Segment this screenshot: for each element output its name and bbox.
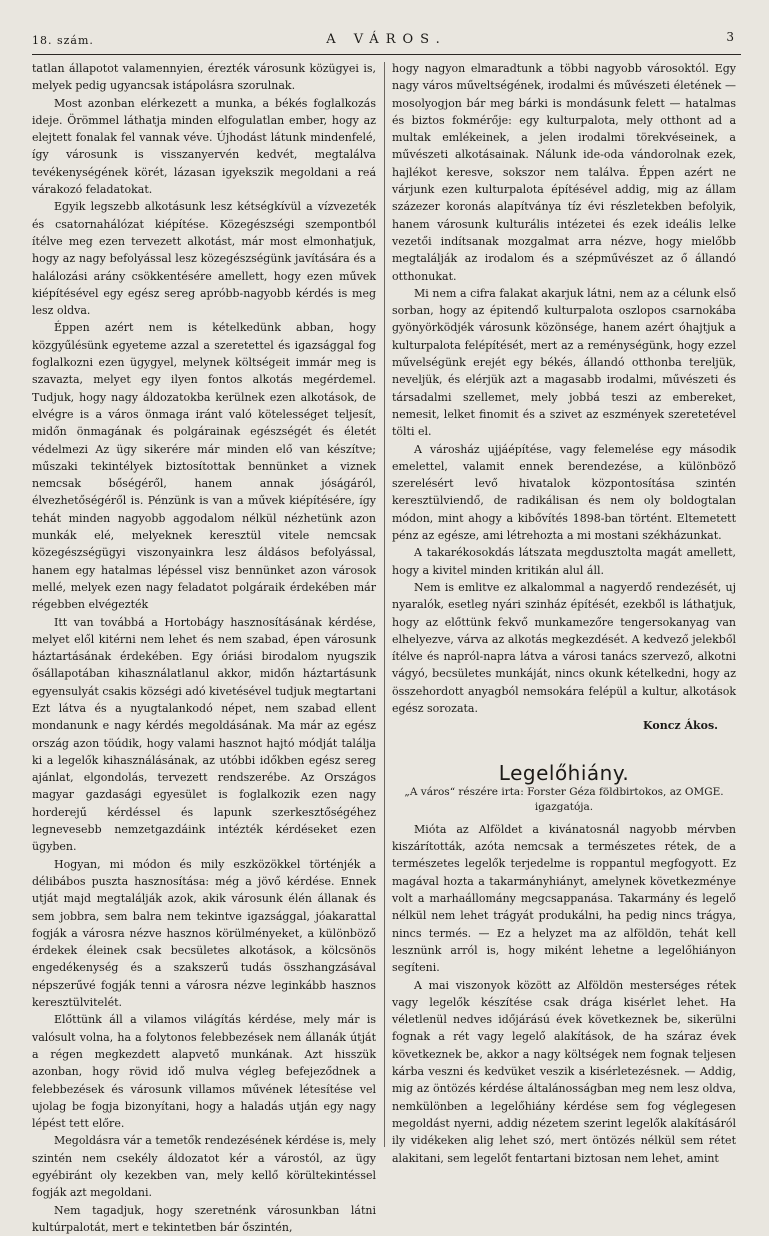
article-title: Legelőhiány. bbox=[498, 760, 630, 785]
paragraph: hogy nagyon elmaradtunk a többi nagyobb városoktól. Egy nagy város műveltségének, irodalmi és művészeti életének — mosolyogjon bár meg bárki is mondásunk felett — hatalmas és biztos fokmérője: egy kulturpalota, mely otthont ad a multak emlékeinek, a jelen irodalmi törekvéseinek, a művészeti alkotásainak. Nálunk ide-oda vándorolnak ezek, hajlékot keresve, sokszor nem találva. Éppen azért ne várjunk ezen kulturpalota építésével addig, mig az állam százezer koronás alapítványa tíz évi részletekben befolyik, hanem városunk kulturális intézetei és ezek ideális lelke vezetői indítsanak mozgalmat arra nézve, hogy mielőbb megtalálják az irodalom és a szépművészet az ő állandó otthonukat. bbox=[392, 62, 736, 283]
paragraph: A városház ujjáépítése, vagy felemelése egy második emelettel, valamit ennek berendezése, a különböző szerelésért levő hivatalok központosítása szintén keresztülviendő, de radikálisan és nem oly boldogtalan módon, mint ahogy a kibővítés 1898-ban történt. Eltemetett pénz az egésze, ami létrehozta a mi mostani székházunkat. bbox=[392, 442, 736, 543]
paragraph: A mai viszonyok között az Alföldön mesterséges rétek vagy legelők készítése csak drága kisérlet lehet. Ha véletlenül nedves időjárású évek következnek be, sikerülni fognak a rét vagy legelő alakítások, de ha száraz évek következnek be, akkor a nagy költségek nem fognak teljesen kárba veszni és kedvüket veszik a kisérletezésnek. — Addig, mig az öntözés kérdése általánosságban meg nem lesz oldva, nemkülönben a legelőhiány kérdése sem fog véglegesen megoldást nyerni, addig nézetem szerint legelők alakításáról ily vidékeken alig lehet szó, mert öntözés nélkül sem rétet alakitani, sem legelőt fentartani biztosan nem lehet, amint bbox=[392, 978, 736, 1165]
page-header bbox=[32, 28, 741, 55]
page-number: 3 bbox=[726, 30, 735, 44]
paragraph: Hogyan, mi módon és mily eszközökkel történjék a délibábos puszta hasznosítása: még a jövő kérdése. Ennek utját majd megtalálják azok, akik városunk élén állanak és sem jobbra, sem balra nem tekintve igazsággal, jóakarattal fogják a városra nézve hasznos körülményeket, a különböző érdekek éleinek csak becsületes alkotások, a kölcsönös engedékenység és a szakszerű tudás összhangzásával népszerűvé fogják tenni a városra nézve leginkább hasznos keresztülvitelét. bbox=[32, 857, 376, 1010]
paragraph: Mi nem a cifra falakat akarjuk látni, nem az a célunk első sorban, hogy az épitendő kulturpalota oszlopos csarnokába gyönyörködjék városunk közönsége, hanem azért óhajtjuk a kulturpalota felépítését, mert az a reménységünk, hogy ezzel művelségünk erejét egy békés, állandó otthonba tereljük, neveljük, és elérjük azt a magasabb irodalmi, művészeti és társadalmi szellemet, mely jobbá teszi az embereket, nemesit, lelket finomit és a szivet az eszmények szeretetével tölti el. bbox=[392, 286, 736, 439]
paragraph: Most azonban elérkezett a munka, a békés foglalkozás ideje. Örömmel láthatja minden elfogulatlan ember, hogy az elejtett fonalak fel vannak véve. Újhodást látunk mindenfelé, így városunk is visszanyervén kedvét, megtalálva tevékenységének körét, lázasan igyekszik megoldani a reá várakozó feladatokat. bbox=[32, 96, 376, 197]
column-divider bbox=[384, 62, 385, 1147]
paragraph: Nem is emlitve ez alkalommal a nagyerdő rendezését, uj nyaralók, esetleg nyári szinház építését, ezekből is láthatjuk, hogy az előttünk fekvő munkamezőre tengersokanyag van elhelyezve, várva az alkotás megkezdését. A kedvező jelekből ítélve és napról-napra látva a városi tanács szervező, alkotni vágyó, becsületes munkáját, nincs okunk kételkedni, hogy az összehordott anyagból nemsokára felépül a kultur, alkotások egész sorozata. bbox=[392, 580, 736, 715]
paragraph: Mióta az Alföldet a kivánatosnál nagyobb mérvben kiszárították, azóta nemcsak a természetes rétek, de a természetes legelők terjedelme is roppantul megfogyott. Ez magával hozta a takarmányhiányt, amelynek következménye volt a marhaállomány megcsappanása. Takarmány és legelő nélkül nem lehet trágyát produkálni, ha pedig nincs trágya, nincs termés. — Ez a helyzet ma az alföldön, tehát kell lesznünk arról is, hogy miként lehetne a legelőhiányon segíteni. bbox=[392, 822, 736, 975]
paragraph: tatlan állapotot valamennyien, érezték városunk közügyei is, melyek pedig ugyancsak istápolásra szorulnak. bbox=[32, 62, 376, 93]
paragraph: A takarékosokdás látszata megdusztolta magát amellett, hogy a kivitel minden kritikán alul áll. bbox=[392, 546, 736, 577]
paragraph: Egyik legszebb alkotásunk lesz kétségkívül a vízvezeték és csatornahálózat kiépítése. Közegészségi szempontból ítélve meg ezen tervezett alkotást, már most elmonhatjuk, hogy az nagy befolyással lesz közegészségünk javítására és a halálozási arány csökkentésére amellett, hogy ezen művek kiépítésével egy egész sereg apróbb-nagyobb kérdés is meg lesz oldva. bbox=[32, 200, 376, 318]
article-byline bbox=[392, 785, 736, 815]
paragraph: Előttünk áll a vilamos világítás kérdése, mely már is valósult volna, ha a folytonos felebbezések nem állanák útját a régen megkezdett alapvető munkának. Azt hisszük azonban, hogy rövid idő mulva végleg befejeződnek a felebbezések és városunk villamos művének létesítése vel ujolag be fogja bizonyítani, hogy a haladás utján egy nagy lépést tett előre. bbox=[32, 1013, 376, 1131]
author-signature: Koncz Ákos. bbox=[643, 719, 718, 733]
paragraph: Éppen azért nem is kételkedünk abban, hogy közgyűlésünk egyeteme azzal a szeretettel és igazsággal fog foglalkozni ezen ügygyel, melynek költségeit immár meg is szavazta, melyet egy ilyen fontos alkotás megérdemel. Tudjuk, hogy nagy áldozatokba kerülnek ezen alkotások, de elvégre is a város önmaga iránt való kötelességet teljesít, midőn önmagának és polgárainak egészségét és életét védelmezi Az ügy sikerére már minden elő van készítve; műszaki tekintélyek biztosítottak bennünket a viznek nemcsak bőségéről, hanem annak jóságáról, élvezhetőségéről is. Pénzünk is van a művek kiépítésére, így tehát minden nagyobb aggodalom nélkül nézhetünk azon munkák elé, melyeknek keresztül vitele nemcsak közegészségügyi viszonyainkra lesz áldásos befolyással, hanem egy hatalmas lépéssel visz bennünket azon városok mellé, melyek ezen nagy feladatot polgáraik érdekében már régebben elvégezték bbox=[32, 321, 376, 612]
paragraph: Nem tagadjuk, hogy szeretnénk városunkban látni kultúrpalotát, mert e tekintetben bár őszintén, bbox=[32, 1203, 376, 1234]
byline-line: „A város“ részére irta: Forster Géza földbirtokos, az OMGE. bbox=[404, 785, 724, 798]
right-column bbox=[392, 60, 736, 1167]
issue-number: 18. szám. bbox=[32, 34, 94, 47]
journal-title: A VÁROS. bbox=[326, 32, 447, 47]
paragraph: Itt van továbbá a Hortobágy hasznosításának kérdése, melyet elől kitérni nem lehet és nem szabad, épen városunk háztartásának érdekében. Egy óriási birodalom nyugszik ősállapotában kihasználatlanul akkor, midőn háztartásunk egyensulyát csakis községi adó kivetésével tudjuk megtartani Ezt látva és a nyugtalankodó népet, nem szabad ellent mondanunk e nagy kérdés megoldásának. Ma már az egész ország azon töúdik, hogy valami hasznot hajtó módját találja ki a legelők kihasználásának, az utóbbi időkben egész sereg ajánlat, elgondolás, tervezett rendszerébe. Az Országos magyar gazdasági egyesület is foglalkozik ezen nagy horderejű kérdéssel és lapunk szerkesztőségéhez legnevesebb nemzetgazdáink intézték kérdéseket ezen ügyben. bbox=[32, 615, 376, 854]
left-column bbox=[32, 60, 376, 1236]
byline-line: igazgatója. bbox=[534, 800, 594, 813]
paragraph: Megoldásra vár a temetők rendezésének kérdése is, mely szintén nem csekély áldozatot kér a várostól, az ügy egyébiránt oly kezekben van, mely kellő körültekintéssel fogják azt megoldani. bbox=[32, 1134, 376, 1200]
